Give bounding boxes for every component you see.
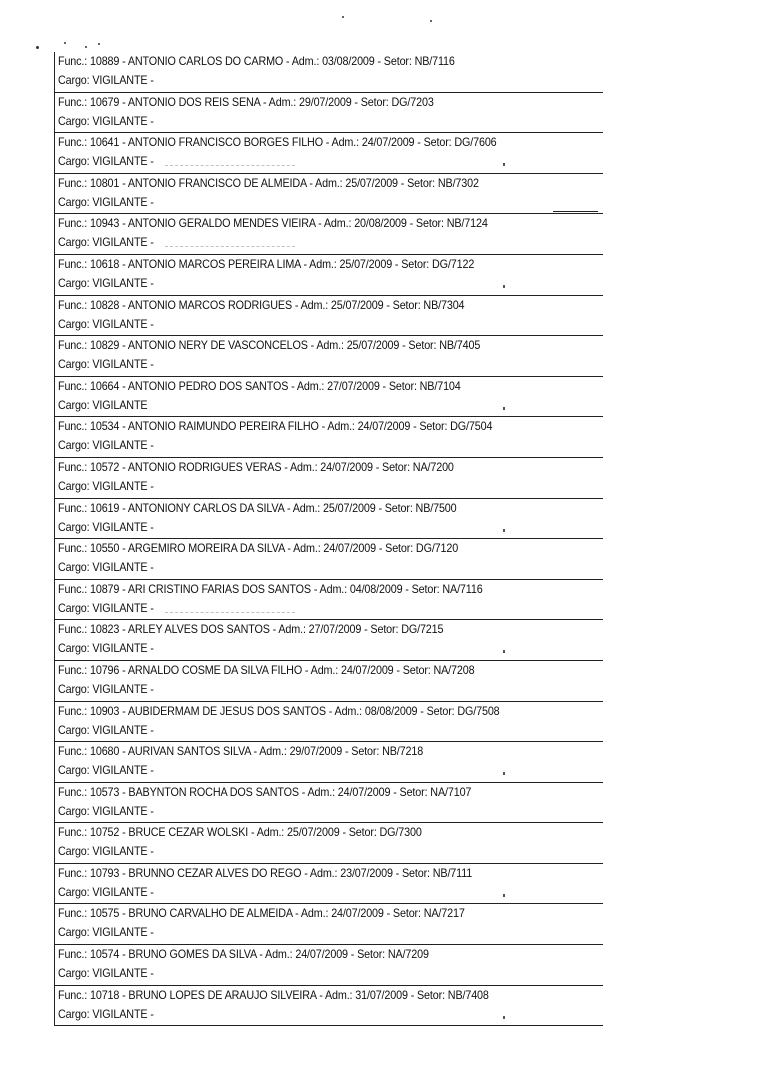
cargo-line: Cargo: VIGILANTE -: [58, 155, 154, 169]
employee-record: [55, 661, 603, 702]
cargo-line: Cargo: VIGILANTE -: [58, 885, 154, 899]
employee-record: [55, 458, 603, 499]
employee-record: [55, 336, 603, 377]
employee-record: [55, 377, 603, 418]
func-line: Func.: 10879 - ARI CRISTINO FARIAS DOS SANTOS - Adm.: 04/08/2009 - Setor: NA/7116: [58, 582, 483, 596]
cargo-line: Cargo: VIGILANTE -: [58, 195, 154, 209]
employee-record-list: [54, 52, 603, 1026]
func-line: Func.: 10550 - ARGEMIRO MOREIRA DA SILVA - Adm.: 24/07/2009 - Setor: DG/7120: [58, 542, 459, 556]
func-line: Func.: 10679 - ANTONIO DOS REIS SENA - Adm.: 29/07/2009 - Setor: DG/7203: [58, 95, 434, 109]
employee-record: [55, 742, 603, 783]
func-line: Func.: 10828 - ANTONIO MARCOS RODRIGUES - Adm.: 25/07/2009 - Setor: NB/7304: [58, 298, 465, 312]
func-line: Func.: 10618 - ANTONIO MARCOS PEREIRA LIMA - Adm.: 25/07/2009 - Setor: DG/7122: [58, 257, 475, 271]
scan-tick-mark: [503, 163, 505, 166]
cargo-line: Cargo: VIGILANTE -: [58, 967, 154, 981]
func-line: Func.: 10534 - ANTONIO RAIMUNDO PEREIRA FILHO - Adm.: 24/07/2009 - Setor: DG/7504: [58, 420, 493, 434]
cargo-line: Cargo: VIGILANTE -: [58, 561, 154, 575]
employee-record: [55, 174, 603, 215]
cargo-line: Cargo: VIGILANTE -: [58, 236, 154, 250]
faint-dash-mark: [165, 246, 295, 247]
employee-record: [55, 945, 603, 986]
cargo-line: Cargo: VIGILANTE -: [58, 804, 154, 818]
cargo-line: Cargo: VIGILANTE -: [58, 114, 154, 128]
cargo-line: Cargo: VIGILANTE -: [58, 358, 154, 372]
scan-specks: [0, 0, 768, 60]
cargo-line: Cargo: VIGILANTE -: [58, 439, 154, 453]
scan-tick-mark: [503, 529, 505, 532]
employee-record: [55, 417, 603, 458]
func-line: Func.: 10664 - ANTONIO PEDRO DOS SANTOS - Adm.: 27/07/2009 - Setor: NB/7104: [58, 379, 461, 393]
cargo-line: Cargo: VIGILANTE -: [58, 926, 154, 940]
scan-tick-mark: [503, 894, 505, 897]
func-line: Func.: 10823 - ARLEY ALVES DOS SANTOS - Adm.: 27/07/2009 - Setor: DG/7215: [58, 623, 444, 637]
scan-speck: [98, 43, 100, 45]
employee-record: [55, 702, 603, 743]
employee-record: [55, 133, 603, 174]
scan-tick-mark: [503, 650, 505, 653]
scan-speck: [342, 16, 344, 18]
cargo-line: Cargo: VIGILANTE -: [58, 845, 154, 859]
employee-record: [55, 255, 603, 296]
func-line: Func.: 10903 - AUBIDERMAM DE JESUS DOS SANTOS - Adm.: 08/08/2009 - Setor: DG/7508: [58, 704, 500, 718]
employee-record: [55, 214, 603, 255]
employee-record: [55, 52, 603, 93]
scan-speck: [430, 20, 432, 22]
func-line: Func.: 10752 - BRUCE CEZAR WOLSKI - Adm.: 25/07/2009 - Setor: DG/7300: [58, 826, 422, 840]
cargo-line: Cargo: VIGILANTE -: [58, 1007, 154, 1021]
func-line: Func.: 10718 - BRUNO LOPES DE ARAUJO SILVEIRA - Adm.: 31/07/2009 - Setor: NB/7408: [58, 988, 489, 1002]
cargo-line: Cargo: VIGILANTE -: [58, 642, 154, 656]
employee-record: [55, 904, 603, 945]
scan-speck: [64, 42, 66, 44]
faint-dash-mark: [165, 165, 295, 166]
cargo-line: Cargo: VIGILANTE -: [58, 723, 154, 737]
func-line: Func.: 10572 - ANTONIO RODRIGUES VERAS - Adm.: 24/07/2009 - Setor: NA/7200: [58, 460, 454, 474]
func-line: Func.: 10829 - ANTONIO NERY DE VASCONCELOS - Adm.: 25/07/2009 - Setor: NB/7405: [58, 339, 481, 353]
func-line: Func.: 10796 - ARNALDO COSME DA SILVA FILHO - Adm.: 24/07/2009 - Setor: NA/7208: [58, 663, 475, 677]
cargo-line: Cargo: VIGILANTE -: [58, 479, 154, 493]
scan-tick-mark: [503, 407, 505, 410]
employee-record: [55, 580, 603, 621]
employee-record: [55, 823, 603, 864]
cargo-line: Cargo: VIGILANTE -: [58, 74, 154, 87]
employee-record: [55, 296, 603, 337]
func-line: Func.: 10573 - BABYNTON ROCHA DOS SANTOS - Adm.: 24/07/2009 - Setor: NA/7107: [58, 785, 472, 799]
employee-record: [55, 783, 603, 824]
employee-record: [55, 620, 603, 661]
func-line: Func.: 10619 - ANTONIONY CARLOS DA SILVA - Adm.: 25/07/2009 - Setor: NB/7500: [58, 501, 457, 515]
employee-record: [55, 864, 603, 905]
faint-dash-mark: [165, 612, 295, 613]
employee-record: [55, 499, 603, 540]
employee-record: [55, 539, 603, 580]
func-line: Func.: 10889 - ANTONIO CARLOS DO CARMO - Adm.: 03/08/2009 - Setor: NB/7116: [58, 55, 455, 68]
func-line: Func.: 10943 - ANTONIO GERALDO MENDES VIEIRA - Adm.: 20/08/2009 - Setor: NB/7124: [58, 217, 488, 231]
cargo-line: Cargo: VIGILANTE -: [58, 682, 154, 696]
cargo-line: Cargo: VIGILANTE -: [58, 601, 154, 615]
cargo-line: Cargo: VIGILANTE -: [58, 764, 154, 778]
func-line: Func.: 10574 - BRUNO GOMES DA SILVA - Adm.: 24/07/2009 - Setor: NA/7209: [58, 948, 429, 962]
func-line: Func.: 10641 - ANTONIO FRANCISCO BORGES FILHO - Adm.: 24/07/2009 - Setor: DG/7606: [58, 136, 497, 150]
func-line: Func.: 10801 - ANTONIO FRANCISCO DE ALMEIDA - Adm.: 25/07/2009 - Setor: NB/7302: [58, 176, 479, 190]
scan-speck: [85, 46, 87, 48]
cargo-line: Cargo: VIGILANTE: [58, 398, 148, 412]
func-line: Func.: 10793 - BRUNNO CEZAR ALVES DO REGO - Adm.: 23/07/2009 - Setor: NB/7111: [58, 866, 473, 880]
cargo-line: Cargo: VIGILANTE -: [58, 276, 154, 290]
scan-tick-mark: [503, 772, 505, 775]
func-line: Func.: 10575 - BRUNO CARVALHO DE ALMEIDA - Adm.: 24/07/2009 - Setor: NA/7217: [58, 907, 465, 921]
cargo-line: Cargo: VIGILANTE -: [58, 317, 154, 331]
cargo-line: Cargo: VIGILANTE -: [58, 520, 154, 534]
scan-speck: [36, 46, 39, 49]
scan-tick-mark: [503, 1016, 505, 1019]
scan-tick-mark: [503, 285, 505, 288]
func-line: Func.: 10680 - AURIVAN SANTOS SILVA - Adm.: 29/07/2009 - Setor: NB/7218: [58, 745, 424, 759]
employee-record: [55, 986, 603, 1027]
employee-record: [55, 93, 603, 134]
